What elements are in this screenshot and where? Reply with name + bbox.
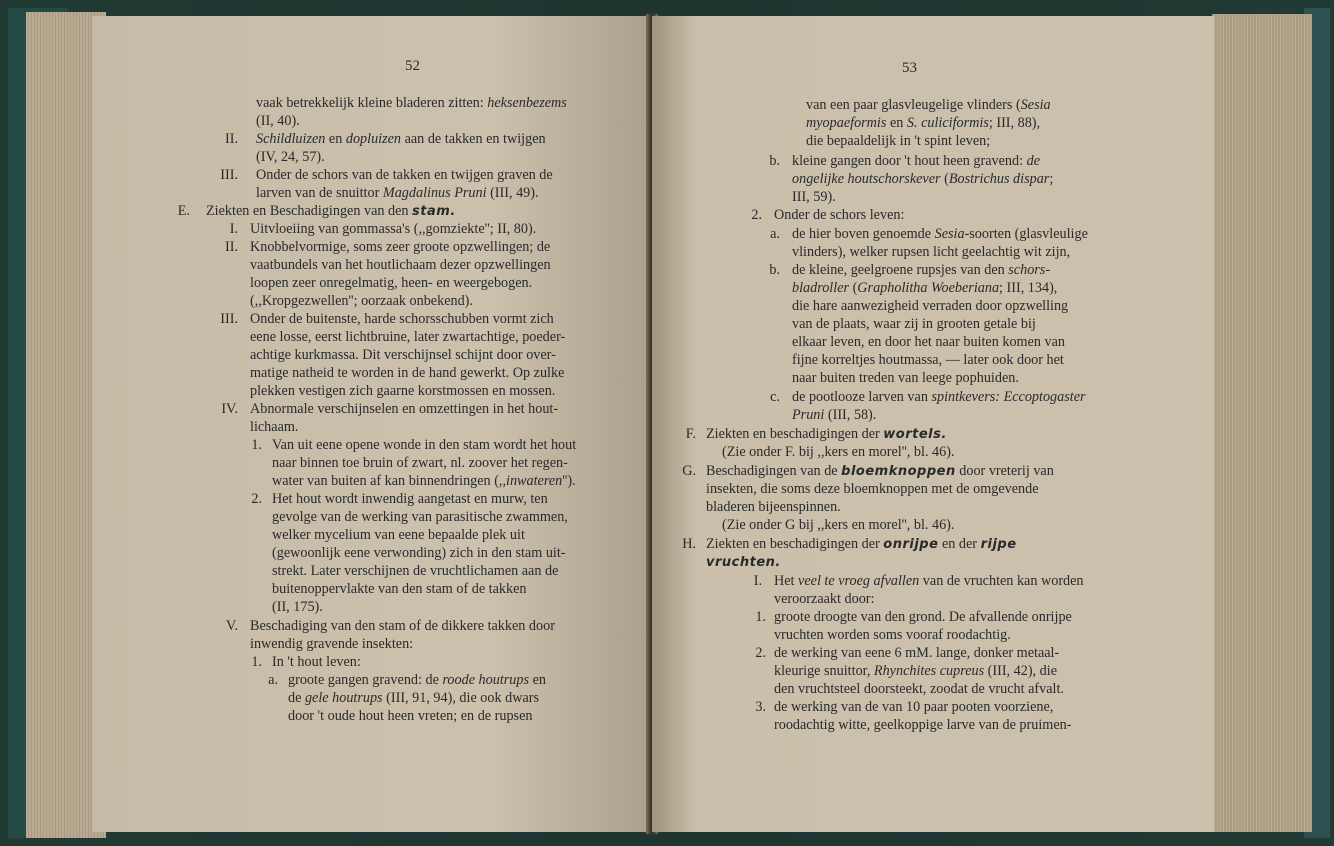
text-line: bladeren bijeenspinnen. bbox=[706, 499, 841, 515]
text-line: Abnormale verschijnselen en omzettingen in het hout- bbox=[250, 401, 559, 417]
item-label: II. bbox=[225, 131, 238, 147]
section-heading: Ziekten en Beschadigingen van den stam. bbox=[206, 203, 456, 219]
text-line: kleine gangen door 't hout heen gravend: de bbox=[792, 153, 1041, 169]
section-heading: Ziekten en beschadigingen der onrijpe en der rijpe bbox=[706, 536, 1017, 552]
text-line: matige natheid te worden in de hand gewerkt. Op zulke bbox=[250, 365, 565, 381]
text-line: fijne korreltjes houtmassa, — later ook door het bbox=[792, 352, 1064, 368]
text-line: (gewoonlijk eene verwonding) zich in den stam uit- bbox=[272, 545, 566, 561]
section-heading: Ziekten en beschadigingen der wortels. bbox=[706, 426, 947, 442]
text-line: door 't oude hout heen vreten; en de rupsen bbox=[288, 708, 533, 724]
text-line: Het veel te vroeg afvallen van de vruchten kan worden bbox=[774, 573, 1084, 589]
text-line: eene losse, eerst lichtbruine, later zwartachtige, poeder- bbox=[250, 329, 566, 345]
section-label: E. bbox=[177, 203, 190, 219]
text-line: myopaeformis en S. culiciformis; III, 88), bbox=[806, 115, 1041, 131]
text-line: vaatbundels van het houtlichaam dezer opzwellingen bbox=[250, 257, 551, 273]
text-line: de gele houtrups (III, 91, 94), die ook dwars bbox=[288, 690, 540, 706]
text-line: loopen zeer onregelmatig, heen- en weergebogen. bbox=[250, 275, 533, 291]
text-line: Pruni (III, 58). bbox=[792, 407, 877, 423]
item-label: 2. bbox=[751, 207, 762, 223]
text-line: naar buiten treden van leege pophuiden. bbox=[792, 370, 1019, 386]
text-line: larven van de snuittor Magdalinus Pruni (III, 49). bbox=[256, 185, 539, 201]
text-line: Onder de schors leven: bbox=[774, 207, 905, 223]
item-label: c. bbox=[770, 389, 780, 405]
text-line: vlinders), welker rupsen licht geelachtig wit zijn, bbox=[792, 244, 1071, 260]
left-page bbox=[92, 16, 657, 832]
page-number: 52 bbox=[405, 58, 420, 74]
text-line: van de plaats, waar zij in grooten getale bij bbox=[792, 316, 1036, 332]
text-line: Onder de schors van de takken en twijgen graven de bbox=[256, 167, 553, 183]
text-line: welker mycelium van eene bepaalde plek uit bbox=[272, 527, 525, 543]
right-page bbox=[652, 16, 1214, 832]
text-line: vruchten worden soms vooraf roodachtig. bbox=[774, 627, 1011, 643]
page-stack-right bbox=[1212, 14, 1312, 832]
text-line: (II, 40). bbox=[256, 113, 300, 129]
text-line: gevolge van de werking van parasitische zwammen, bbox=[272, 509, 568, 525]
text-line: (Zie onder F. bij ,,kers en morel'', bl. 46). bbox=[722, 444, 955, 460]
text-line: Uitvloeiing van gommassa's (,,gomziekte''; II, 80). bbox=[250, 221, 537, 237]
text-line: den vruchtsteel doorsteekt, zoodat de vrucht afvalt. bbox=[774, 681, 1064, 697]
item-label: I. bbox=[753, 573, 762, 589]
text-line: water van buiten af kan binnendringen (,,inwateren''). bbox=[272, 473, 576, 489]
text-line: Schildluizen en dopluizen aan de takken en twijgen bbox=[256, 131, 546, 147]
item-label: II. bbox=[225, 239, 238, 255]
text-line: lichaam. bbox=[250, 419, 299, 435]
item-label: b. bbox=[769, 153, 780, 169]
text-line: vaak betrekkelijk kleine bladeren zitten: heksenbezems bbox=[256, 95, 567, 111]
section-heading: Beschadigingen van de bloemknoppen door vreterij van bbox=[706, 463, 1054, 479]
text-line: veroorzaakt door: bbox=[774, 591, 875, 607]
text-line: de werking van de van 10 paar pooten voorziene, bbox=[774, 699, 1054, 715]
page-number: 53 bbox=[902, 60, 917, 76]
section-label: F. bbox=[685, 426, 696, 442]
text-line: strekt. Later verschijnen de vruchtlichamen aan de bbox=[272, 563, 559, 579]
text-line: inwendig gravende insekten: bbox=[250, 636, 414, 652]
item-label: a. bbox=[268, 672, 278, 688]
item-label: 2. bbox=[251, 491, 262, 507]
item-label: 2. bbox=[755, 645, 766, 661]
text-line: de pootlooze larven van spintkevers: Eccoptogaster bbox=[792, 389, 1086, 405]
text-line: de kleine, geelgroene rupsjes van den schors- bbox=[792, 262, 1051, 278]
text-line: de hier boven genoemde Sesia-soorten (glasvleulige bbox=[792, 226, 1088, 242]
text-line: naar binnen toe bruin of zwart, nl. zoover het regen- bbox=[272, 455, 568, 471]
item-label: III. bbox=[220, 167, 238, 183]
section-label: G. bbox=[682, 463, 696, 479]
text-line: die hare aanwezigheid verraden door opzwelling bbox=[792, 298, 1069, 314]
text-line: Van uit eene opene wonde in den stam wordt het hout bbox=[272, 437, 577, 453]
text-line: (II, 175). bbox=[272, 599, 323, 615]
text-line: elkaar leven, en door het naar buiten komen van bbox=[792, 334, 1065, 350]
text-line: insekten, die soms deze bloemknoppen met de omgevende bbox=[706, 481, 1039, 497]
text-line: (Zie onder G bij ,,kers en morel'', bl. 46). bbox=[722, 517, 955, 533]
text-line: (IV, 24, 57). bbox=[256, 149, 325, 165]
text-line: In 't hout leven: bbox=[272, 654, 361, 670]
text-line: plekken vestigen zich gaarne korstmossen en mossen. bbox=[250, 383, 556, 399]
text-line: van een paar glasvleugelige vlinders (Sesia bbox=[806, 97, 1051, 113]
section-heading: vruchten. bbox=[706, 555, 781, 570]
text-line: Knobbelvormige, soms zeer groote opzwellingen; de bbox=[250, 239, 551, 255]
text-line: de werking van eene 6 mM. lange, donker metaal- bbox=[774, 645, 1060, 661]
item-label: I. bbox=[229, 221, 238, 237]
item-label: 1. bbox=[251, 437, 262, 453]
text-line: Beschadiging van den stam of de dikkere takken door bbox=[250, 618, 555, 634]
text-line: III, 59). bbox=[792, 189, 836, 205]
item-label: 1. bbox=[755, 609, 766, 625]
text-line: Het hout wordt inwendig aangetast en murw, ten bbox=[272, 491, 548, 507]
item-label: b. bbox=[769, 262, 780, 278]
item-label: a. bbox=[770, 226, 780, 242]
text-line: achtige kurkmassa. Dit verschijnsel schijnt door over- bbox=[250, 347, 556, 363]
text-line: roodachtig witte, geelkoppige larve van de pruimen- bbox=[774, 717, 1072, 733]
text-line: kleurige snuittor, Rhynchites cupreus (III, 42), die bbox=[774, 663, 1057, 679]
text-line: bladroller (Grapholitha Woeberiana; III, 134), bbox=[792, 280, 1058, 296]
item-label: V. bbox=[226, 618, 238, 634]
text-line: die bepaaldelijk in 't spint leven; bbox=[806, 133, 991, 149]
item-label: III. bbox=[220, 311, 238, 327]
text-line: ongelijke houtschorskever (Bostrichus dispar; bbox=[792, 171, 1054, 187]
text-line: groote droogte van den grond. De afvallende onrijpe bbox=[774, 609, 1072, 625]
section-label: H. bbox=[682, 536, 696, 552]
text-line: buitenoppervlakte van den stam of de takken bbox=[272, 581, 527, 597]
text-line: (,,Kropgezwellen''; oorzaak onbekend). bbox=[250, 293, 473, 309]
text-line: groote gangen gravend: de roode houtrups en bbox=[288, 672, 546, 688]
item-label: 1. bbox=[251, 654, 262, 670]
item-label: 3. bbox=[755, 699, 766, 715]
item-label: IV. bbox=[221, 401, 238, 417]
text-line: Onder de buitenste, harde schorsschubben vormt zich bbox=[250, 311, 554, 327]
